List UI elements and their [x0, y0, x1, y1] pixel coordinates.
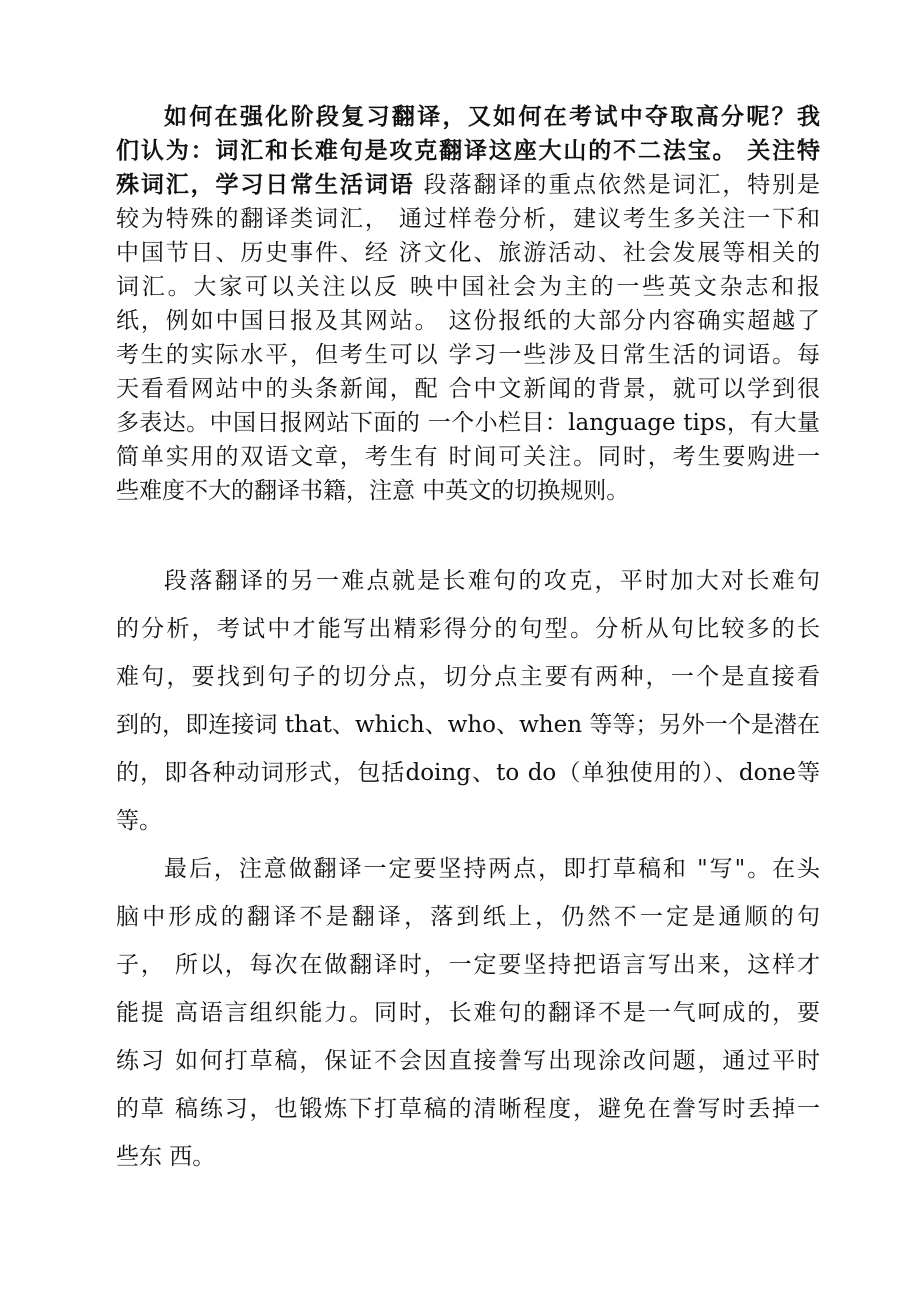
paragraph3-line-1: 最后，注意做翻译一定要坚持两点，即打草稿和 "写"。在头 — [164, 856, 820, 882]
paragraph3-line-5: 练习 如何打草稿，保证不会因直接誊写出现涂改问题，通过平时 — [116, 1048, 820, 1074]
paragraph1-line-10: 多表达。中国日报网站下面的 一个小栏目：language tips，有大量 — [116, 410, 820, 436]
paragraph1-line-3 — [116, 166, 820, 199]
paragraph3-line-3: 子， 所以，每次在做翻译时，一定要坚持把语言写出来，这样才 — [116, 952, 820, 978]
paragraph1-line-1: 如何在强化阶段复习翻译，又如何在考试中夺取高分呢？我 — [164, 103, 820, 130]
paragraph3-line-7: 些东 西。 — [116, 1144, 216, 1170]
paragraph1-line-9: 天看看网站中的头条新闻，配 合中文新闻的背景，就可以学到很 — [116, 376, 820, 402]
paragraph1-line-6: 词汇。大家可以关注以反 映中国社会为主的一些英文杂志和报 — [116, 274, 820, 300]
paragraph1-line-3-normal: 段落翻译的重点依然是词汇，特别是 — [414, 172, 821, 198]
paragraph2-line-3: 难句，要找到句子的切分点，切分点主要有两种，一个是直接看 — [116, 664, 820, 690]
paragraph1-line-7: 纸，例如中国日报及其网站。 这份报纸的大部分内容确实超越了 — [116, 308, 820, 334]
paragraph3-line-4: 能提 高语言组织能力。同时，长难句的翻译不是一气呵成的，要 — [116, 1000, 820, 1026]
paragraph1-line-3-bold: 殊词汇，学习日常生活词语 — [116, 171, 415, 198]
paragraph1-line-2: 们认为：词汇和长难句是攻克翻译这座大山的不二法宝。 关注特 — [116, 137, 820, 164]
paragraph2-line-2: 的分析，考试中才能写出精彩得分的句型。分析从句比较多的长 — [116, 616, 820, 642]
paragraph3-line-2: 脑中形成的翻译不是翻译，落到纸上，仍然不一定是通顺的句 — [116, 904, 820, 930]
paragraph3-line-6: 的草 稿练习，也锻炼下打草稿的清晰程度，避免在誊写时丢掉一 — [116, 1096, 820, 1122]
paragraph2-line-6: 等。 — [116, 808, 162, 834]
paragraph1-line-5: 中国节日、历史事件、经 济文化、旅游活动、社会发展等相关的 — [116, 240, 820, 266]
paragraph1-line-11: 简单实用的双语文章，考生有 时间可关注。同时，考生要购进一 — [116, 444, 820, 470]
paragraph1-line-4: 较为特殊的翻译类词汇， 通过样卷分析，建议考生多关注一下和 — [116, 206, 820, 232]
paragraph2-line-1: 段落翻译的另一难点就是长难句的攻克，平时加大对长难句 — [164, 568, 820, 594]
paragraph1-line-12: 些难度不大的翻译书籍，注意 中英文的切换规则。 — [116, 478, 630, 504]
paragraph2-line-4: 到的，即连接词 that、which、who、when 等等；另外一个是潜在 — [116, 712, 820, 738]
paragraph1-line-8: 考生的实际水平，但考生可以 学习一些涉及日常生活的词语。每 — [116, 342, 820, 368]
paragraph2-line-5: 的，即各种动词形式，包括doing、to do（单独使用的）、done等 — [116, 760, 820, 786]
